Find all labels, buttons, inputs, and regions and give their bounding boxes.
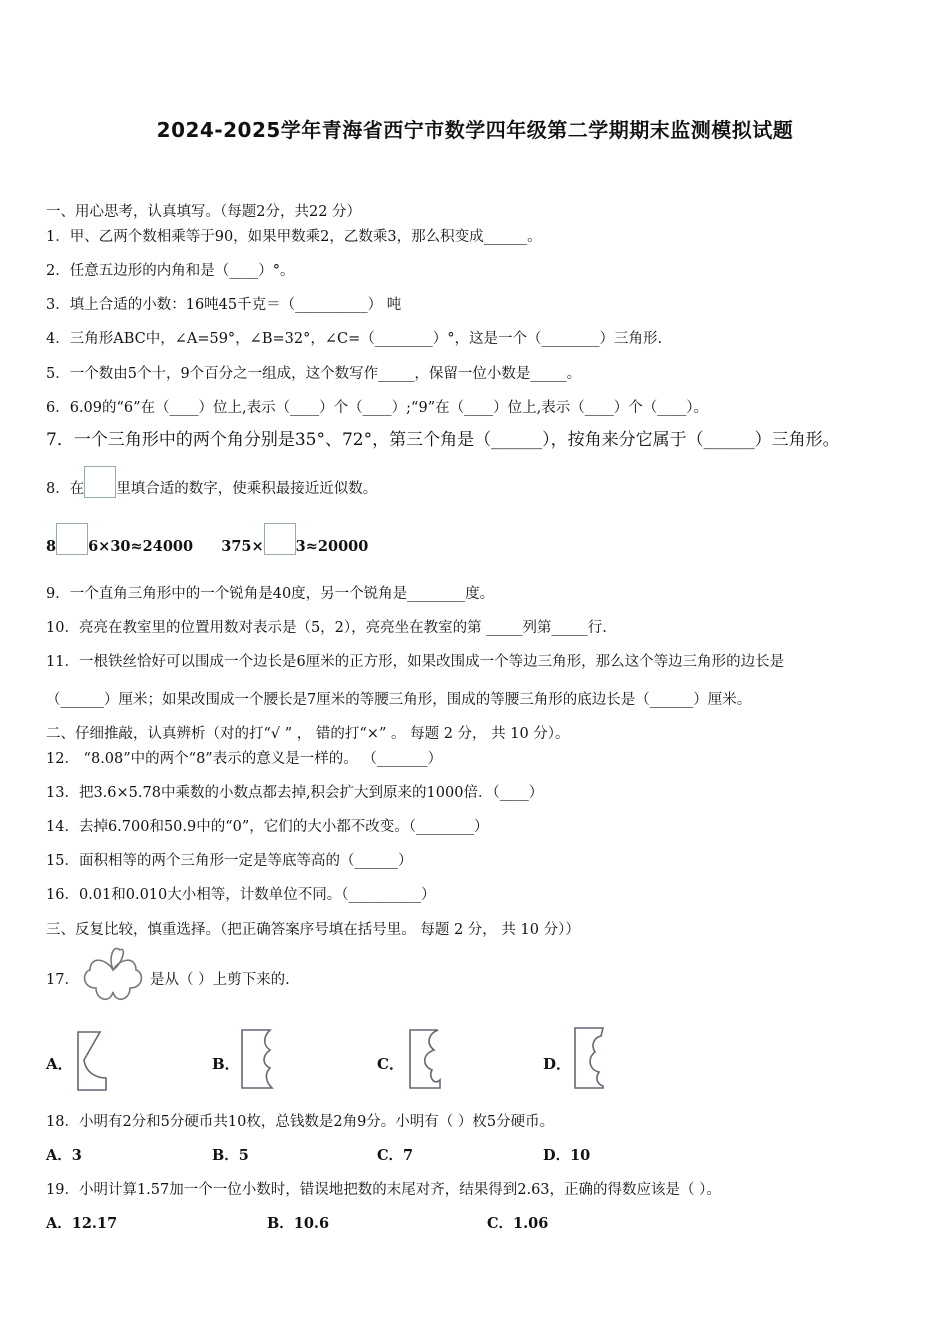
expression-2-end: 3≈20000: [295, 538, 369, 555]
question-7: 7．一个三角形中的两个角分别是35°、72°，第三个角是（______），按角来分它属于（______）三角形。: [46, 430, 840, 450]
question-8-prefix: 8．在: [46, 481, 85, 497]
option-c-shape: [408, 1028, 444, 1092]
q18-option-a[interactable]: A．3: [46, 1147, 82, 1164]
option-a-shape: [76, 1030, 110, 1092]
question-6: 6．6.09的“6”在（____）位上,表示（____）个（____）;“9”在（____）位上,表示（____）个（____）。: [46, 400, 708, 416]
answer-box[interactable]: [56, 523, 88, 555]
section-2-heading: 二、仔细推敲，认真辨析（对的打“√ ” ， 错的打“×” 。 每题 2 分， 共 10 分）。: [46, 726, 570, 742]
question-14: 14．去掉6.700和50.9中的“0”，它们的大小都不改变。（________）: [46, 819, 489, 835]
question-1: 1．甲、乙两个数相乘等于90，如果甲数乘2，乙数乘3，那么积变成______。: [46, 229, 542, 245]
option-label-c[interactable]: C．: [377, 1055, 404, 1073]
question-11-line-1: 11．一根铁丝恰好可以围成一个边长是6厘米的正方形，如果改围成一个等边三角形，那么这个等边三角形的边长是: [46, 654, 785, 670]
q18-option-d[interactable]: D．10: [543, 1147, 591, 1164]
q18-option-b[interactable]: B．5: [212, 1147, 249, 1164]
question-8: [46, 479, 377, 499]
section-3-heading: 三、反复比较，慎重选择。（把正确答案序号填在括号里。 每题 2 分， 共 10 分））: [46, 922, 580, 938]
option-d-shape: [573, 1026, 609, 1092]
q19-option-a[interactable]: A．12.17: [46, 1215, 118, 1232]
question-8-text: 里填合适的数字，使乘积最接近近似数。: [116, 481, 378, 497]
expression-1-end: 6×30≈24000: [88, 538, 194, 555]
question-8-expressions: [46, 537, 368, 557]
question-5: 5．一个数由5个十，9个百分之一组成，这个数写作_____，保留一位小数是_____。: [46, 366, 582, 382]
q19-option-b[interactable]: B．10.6: [267, 1215, 330, 1232]
question-19: 19．小明计算1.57加一个一位小数时，错误地把数的末尾对齐，结果得到2.63，正确的得数应该是（ ）。: [46, 1182, 721, 1198]
option-label-b[interactable]: B．: [212, 1055, 240, 1073]
clover-cutout-figure: [80, 942, 146, 1006]
question-17-text: 是从（ ）上剪下来的.: [150, 972, 290, 988]
question-2: 2．任意五边形的内角和是（____）°。: [46, 263, 295, 279]
question-18: 18．小明有2分和5分硬币共10枚，总钱数是2角9分。小明有（ ）枚5分硬币。: [46, 1114, 555, 1130]
question-4: 4．三角形ABC中，∠A=59°，∠B=32°，∠C=（________）°，这是一个（________）三角形.: [46, 331, 663, 347]
expression-2-start: 375×: [221, 538, 264, 555]
question-9: 9．一个直角三角形中的一个锐角是40度，另一个锐角是________度。: [46, 586, 495, 602]
page-title: 2024-2025学年青海省西宁市数学四年级第二学期期末监测模拟试题: [156, 118, 794, 142]
question-10: 10．亮亮在教室里的位置用数对表示是（5，2），亮亮坐在教室的第 _____列第_____行.: [46, 620, 607, 636]
question-3: 3．填上合适的小数：16吨45千克＝（__________） 吨: [46, 297, 402, 313]
question-16: 16．0.01和0.010大小相等，计数单位不同。（__________）: [46, 887, 436, 903]
question-15: 15．面积相等的两个三角形一定是等底等高的（______）: [46, 853, 413, 869]
answer-box[interactable]: [84, 466, 116, 498]
answer-box[interactable]: [264, 523, 296, 555]
question-13: 13．把3.6×5.78中乘数的小数点都去掉,积会扩大到原来的1000倍．（____）: [46, 785, 544, 801]
option-label-a[interactable]: A．: [46, 1055, 73, 1073]
q19-option-c[interactable]: C．1.06: [487, 1215, 549, 1232]
option-b-shape: [240, 1028, 276, 1092]
q18-option-c[interactable]: C．7: [377, 1147, 414, 1164]
option-label-d[interactable]: D．: [543, 1055, 572, 1073]
question-17-number: 17．: [46, 972, 79, 988]
question-11-line-2: （______）厘米；如果改围成一个腰长是7厘米的等腰三角形，围成的等腰三角形的底边长是（______）厘米。: [46, 692, 752, 708]
expression-1-start: 8: [46, 538, 57, 555]
question-12: 12． “8.08”中的两个“8”表示的意义是一样的。 （_______）: [46, 751, 443, 767]
section-1-heading: 一、用心思考，认真填写。（每题2分，共22 分）: [46, 204, 362, 220]
